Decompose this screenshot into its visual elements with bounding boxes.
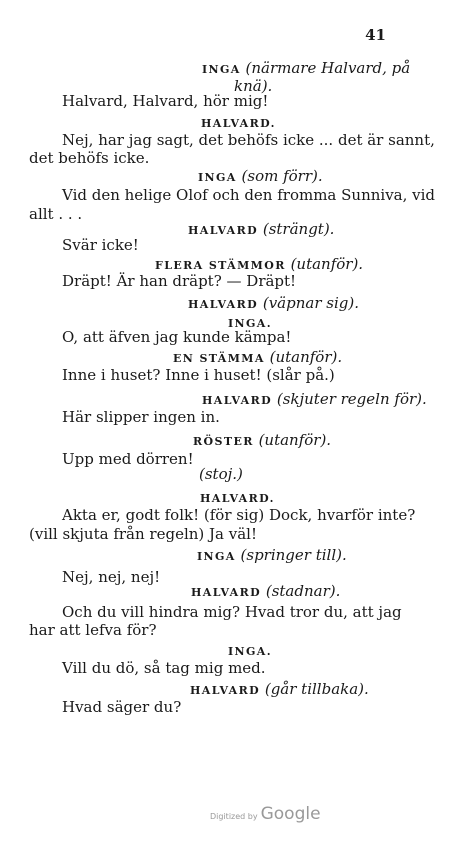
stage-direction: (närmare Halvard, på — [245, 59, 411, 77]
dialogue-line: Vid den helige Olof och den fromma Sunniva, vid — [62, 186, 436, 204]
dialogue-line: har att lefva för? — [29, 621, 157, 639]
digitization-watermark — [210, 804, 321, 824]
speaker-name: INGA. — [228, 317, 272, 330]
stage-direction: (stoj.) — [199, 465, 243, 483]
watermark-label: Digitized by — [210, 812, 258, 821]
stage-direction: (utanför). — [258, 431, 332, 449]
dialogue-line: O, att äfven jag kunde kämpa! — [62, 328, 292, 346]
stage-cue — [202, 59, 410, 79]
dialogue-line: Här slipper ingen in. — [62, 408, 220, 426]
stage-cue — [199, 465, 243, 483]
speaker-name: HALVARD — [202, 394, 273, 407]
dialogue-line: Och du vill hindra mig? Hvad tror du, att jag — [62, 603, 402, 621]
speaker-name: RÖSTER — [193, 435, 254, 448]
dialogue-line: Halvard, Halvard, hör mig! — [62, 92, 269, 110]
stage-cue — [200, 488, 275, 508]
speaker-name: HALVARD — [188, 298, 259, 311]
speaker-name: EN STÄMMA — [173, 352, 265, 365]
speaker-name: HALVARD — [188, 224, 259, 237]
stage-direction: (utanför). — [290, 255, 364, 273]
stage-direction: (går tillbaka). — [264, 680, 369, 698]
dialogue-line: Nej, har jag sagt, det behöfs icke ... det är sannt, — [62, 131, 435, 149]
dialogue-line: Svär icke! — [62, 236, 139, 254]
speaker-name: HALVARD — [191, 586, 262, 599]
watermark-brand: Google — [260, 804, 321, 824]
speaker-name: INGA — [202, 63, 241, 76]
dialogue-line: Dräpt! Är han dräpt? — Dräpt! — [62, 272, 297, 290]
speaker-name: HALVARD. — [200, 492, 275, 505]
dialogue-line: allt . . . — [29, 205, 83, 223]
stage-cue — [173, 348, 342, 368]
dialogue-line: (vill skjuta från regeln) Ja väl! — [29, 525, 257, 543]
stage-cue — [198, 167, 323, 187]
dialogue-line: Vill du dö, så tag mig med. — [62, 659, 266, 677]
stage-cue — [188, 294, 359, 314]
stage-direction: knä). — [234, 77, 273, 95]
dialogue-line: Upp med dörren! — [62, 450, 194, 468]
speaker-name: HALVARD. — [201, 117, 276, 130]
stage-direction: (utanför). — [269, 348, 343, 366]
stage-cue — [191, 582, 340, 602]
speaker-name: INGA — [197, 550, 236, 563]
stage-cue — [188, 220, 334, 240]
stage-cue — [228, 641, 272, 661]
stage-direction: (stadnar). — [265, 582, 341, 600]
stage-direction: (skjuter regeln för). — [276, 390, 427, 408]
stage-direction: (strängt). — [262, 220, 335, 238]
dialogue-line: det behöfs icke. — [29, 149, 150, 167]
stage-cue — [190, 680, 369, 700]
speaker-name: HALVARD — [190, 684, 261, 697]
dialogue-line: Hvad säger du? — [62, 698, 182, 716]
dialogue-line: Inne i huset? Inne i huset! (slår på.) — [62, 366, 335, 384]
speaker-name: INGA. — [228, 645, 272, 658]
page-number: 41 — [365, 26, 386, 44]
stage-cue — [202, 390, 427, 410]
stage-cue — [201, 113, 276, 133]
stage-cue — [193, 431, 331, 451]
stage-direction: (springer till). — [240, 546, 347, 564]
speaker-name: FLERA STÄMMOR — [155, 259, 286, 272]
dialogue-line: Nej, nej, nej! — [62, 568, 161, 586]
dialogue-line: Akta er, godt folk! (för sig) Dock, hvarför inte? — [62, 506, 416, 524]
stage-cue — [197, 546, 347, 566]
stage-direction: (som förr). — [241, 167, 323, 185]
speaker-name: INGA — [198, 171, 237, 184]
stage-direction: (väpnar sig). — [262, 294, 359, 312]
